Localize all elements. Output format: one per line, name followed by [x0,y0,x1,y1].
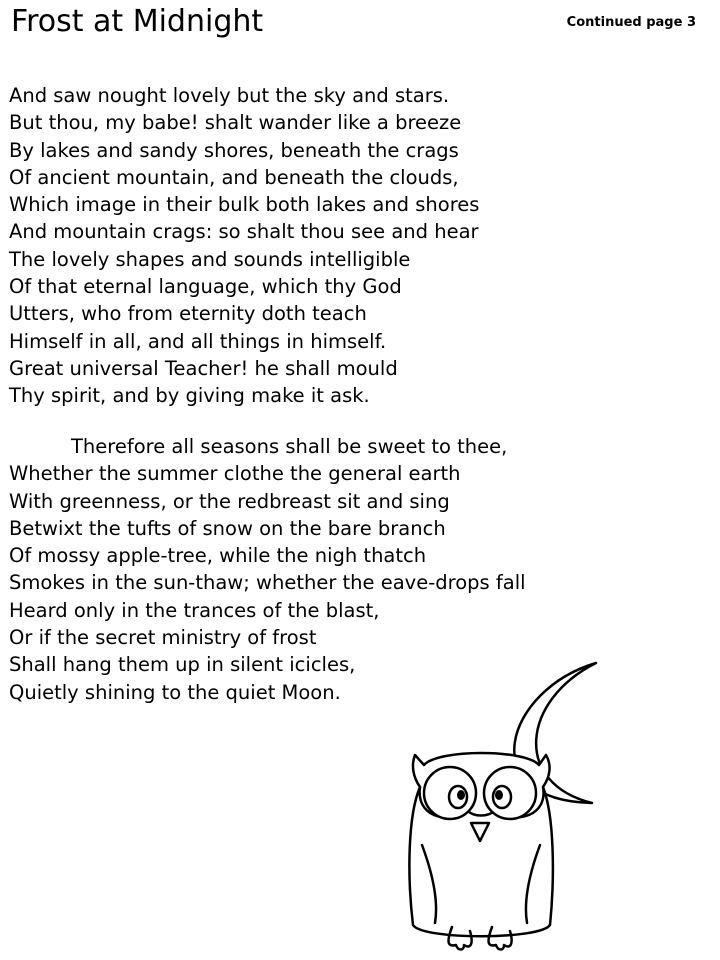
continued-note: Continued page 3 [566,15,696,30]
poem-line: Great universal Teacher! he shall mould [9,356,398,380]
poem-line: Or if the secret ministry of frost [9,626,317,650]
poem-line: Himself in all, and all things in himself. [9,329,387,353]
poem-line: Whether the summer clothe the general earth [9,462,461,486]
poem-line: Of that eternal language, which thy God [9,275,402,299]
poem-line: Heard only in the trances of the blast, [9,598,380,622]
poem-line: But thou, my babe! shalt wander like a breeze [9,111,462,135]
poem-line: And saw nought lovely but the sky and stars. [9,84,450,107]
poem-line: Smokes in the sun-thaw; whether the eave-drops fall [9,571,526,595]
poem-stanza-1 [9,82,479,410]
owl-moon-illustration [400,655,610,955]
poem-line: Quietly shining to the quiet Moon. [9,680,341,704]
poem-line: Of ancient mountain, and beneath the clouds, [9,165,459,189]
page-title: Frost at Midnight [11,4,264,39]
owl-icon [409,753,552,950]
poem-line: Utters, who from eternity doth teach [9,302,367,326]
poem-line: Of mossy apple-tree, while the nigh thatch [9,544,427,568]
poem-line: Thy spirit, and by giving make it ask. [9,384,370,408]
poem-line: By lakes and sandy shores, beneath the crags [9,138,459,162]
poem-line: Betwixt the tufts of snow on the bare branch [9,516,446,540]
poem-line: And mountain crags: so shalt thou see and hear [9,220,479,244]
poem-line: Therefore all seasons shall be sweet to thee, [71,435,508,458]
poem-line: The lovely shapes and sounds intelligible [9,247,411,271]
poem-line: Shall hang them up in silent icicles, [9,653,356,677]
poem-line: Which image in their bulk both lakes and shores [9,193,480,217]
poem-line: With greenness, or the redbreast sit and sing [9,489,450,513]
